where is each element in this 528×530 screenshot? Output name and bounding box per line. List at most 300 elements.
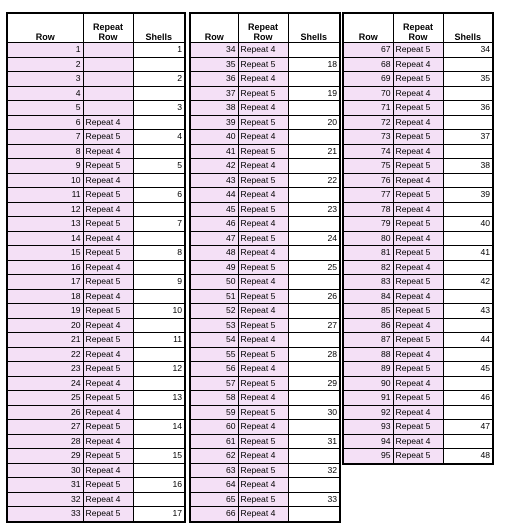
header-repeat-row: Repeat Row [238, 13, 288, 43]
row-number-cell: 12 [7, 202, 83, 217]
repeat-row-cell [83, 86, 133, 101]
shells-cell: 6 [133, 188, 185, 203]
shells-cell [288, 420, 340, 435]
row-number-cell: 58 [190, 391, 238, 406]
shells-cell [443, 144, 493, 159]
table-row [190, 57, 340, 72]
shells-cell: 2 [133, 72, 185, 87]
row-number-cell: 88 [343, 347, 393, 362]
table-row [343, 289, 493, 304]
row-number-cell: 28 [7, 434, 83, 449]
repeat-row-cell: Repeat 5 [83, 362, 133, 377]
repeat-row-cell: Repeat 5 [393, 72, 443, 87]
row-number-cell: 66 [190, 507, 238, 522]
shells-cell: 43 [443, 304, 493, 319]
shells-cell: 32 [288, 463, 340, 478]
table-row [7, 318, 185, 333]
shells-cell [443, 86, 493, 101]
header-shells: Shells [133, 13, 185, 43]
row-number-cell: 71 [343, 101, 393, 116]
row-number-cell: 61 [190, 434, 238, 449]
repeat-row-cell: Repeat 5 [83, 478, 133, 493]
shells-cell: 39 [443, 188, 493, 203]
shells-cell: 29 [288, 376, 340, 391]
shells-cell: 34 [443, 43, 493, 58]
repeat-row-cell: Repeat 4 [83, 405, 133, 420]
row-number-cell: 85 [343, 304, 393, 319]
repeat-row-cell [83, 57, 133, 72]
row-number-cell: 54 [190, 333, 238, 348]
repeat-row-cell: Repeat 5 [393, 304, 443, 319]
repeat-row-cell: Repeat 5 [238, 405, 288, 420]
row-number-cell: 73 [343, 130, 393, 145]
row-number-cell: 72 [343, 115, 393, 130]
table-row [343, 72, 493, 87]
row-number-cell: 9 [7, 159, 83, 174]
row-number-cell: 40 [190, 130, 238, 145]
header-repeat-row: Repeat Row [83, 13, 133, 43]
table-row [7, 115, 185, 130]
row-number-cell: 95 [343, 449, 393, 464]
row-number-cell: 55 [190, 347, 238, 362]
repeat-row-cell: Repeat 5 [83, 275, 133, 290]
table-row [7, 217, 185, 232]
table-row [190, 362, 340, 377]
table-row [190, 202, 340, 217]
row-number-cell: 57 [190, 376, 238, 391]
table-row [190, 318, 340, 333]
shells-cell [288, 130, 340, 145]
shells-cell: 22 [288, 173, 340, 188]
shells-cell [133, 405, 185, 420]
row-number-cell: 17 [7, 275, 83, 290]
row-number-cell: 62 [190, 449, 238, 464]
table-row [7, 391, 185, 406]
shells-cell: 19 [288, 86, 340, 101]
repeat-row-cell: Repeat 5 [83, 420, 133, 435]
shells-cell: 14 [133, 420, 185, 435]
shells-cell [443, 376, 493, 391]
shells-cell [133, 202, 185, 217]
table-row [190, 72, 340, 87]
repeat-row-cell: Repeat 4 [393, 173, 443, 188]
table-row [7, 289, 185, 304]
table-row [7, 333, 185, 348]
row-number-cell: 68 [343, 57, 393, 72]
table-row [343, 260, 493, 275]
table-row [7, 420, 185, 435]
shells-cell [133, 289, 185, 304]
table-row [7, 246, 185, 261]
shells-cell: 46 [443, 391, 493, 406]
repeat-row-cell: Repeat 4 [238, 101, 288, 116]
repeat-row-cell: Repeat 5 [83, 159, 133, 174]
shells-cell [443, 231, 493, 246]
table-row [7, 376, 185, 391]
shells-cell [288, 43, 340, 58]
shells-cell: 3 [133, 101, 185, 116]
shells-cell: 41 [443, 246, 493, 261]
repeat-row-cell: Repeat 5 [238, 434, 288, 449]
shells-cell: 10 [133, 304, 185, 319]
repeat-row-cell: Repeat 4 [393, 376, 443, 391]
repeat-row-cell: Repeat 4 [83, 231, 133, 246]
header-row: Row [343, 13, 393, 43]
row-number-cell: 83 [343, 275, 393, 290]
shells-cell [443, 318, 493, 333]
repeat-row-cell: Repeat 5 [238, 376, 288, 391]
row-number-cell: 51 [190, 289, 238, 304]
table-header-row [7, 13, 185, 43]
table-row [343, 275, 493, 290]
repeat-row-cell: Repeat 4 [238, 304, 288, 319]
repeat-row-cell: Repeat 5 [393, 362, 443, 377]
repeat-row-cell: Repeat 4 [238, 507, 288, 522]
row-number-cell: 38 [190, 101, 238, 116]
shells-cell: 1 [133, 43, 185, 58]
row-number-cell: 70 [343, 86, 393, 101]
row-number-cell: 84 [343, 289, 393, 304]
header-shells: Shells [288, 13, 340, 43]
shells-cell: 38 [443, 159, 493, 174]
row-number-cell: 42 [190, 159, 238, 174]
table-row [7, 159, 185, 174]
repeat-row-cell: Repeat 4 [238, 246, 288, 261]
repeat-row-cell: Repeat 5 [238, 173, 288, 188]
repeat-row-cell: Repeat 4 [393, 86, 443, 101]
table-row [190, 492, 340, 507]
repeat-row-cell: Repeat 4 [393, 260, 443, 275]
row-number-cell: 31 [7, 478, 83, 493]
row-number-cell: 94 [343, 434, 393, 449]
row-number-cell: 80 [343, 231, 393, 246]
repeat-row-cell: Repeat 5 [83, 304, 133, 319]
header-shells: Shells [443, 13, 493, 43]
shells-cell [133, 86, 185, 101]
repeat-row-cell: Repeat 5 [238, 318, 288, 333]
row-number-cell: 82 [343, 260, 393, 275]
repeat-row-cell: Repeat 4 [393, 405, 443, 420]
repeat-row-cell: Repeat 4 [238, 130, 288, 145]
shells-cell [288, 304, 340, 319]
shells-cell: 42 [443, 275, 493, 290]
repeat-row-cell: Repeat 4 [83, 347, 133, 362]
table-row [343, 101, 493, 116]
row-number-cell: 22 [7, 347, 83, 362]
shells-cell [133, 376, 185, 391]
table-row [190, 43, 340, 58]
shells-cell: 47 [443, 420, 493, 435]
repeat-row-cell: Repeat 4 [83, 115, 133, 130]
table-row [190, 275, 340, 290]
shells-cell [288, 507, 340, 522]
repeat-row-cell: Repeat 4 [83, 260, 133, 275]
table-row [343, 304, 493, 319]
shells-cell: 35 [443, 72, 493, 87]
table-row [343, 333, 493, 348]
repeat-row-cell: Repeat 4 [238, 159, 288, 174]
table-row [343, 362, 493, 377]
row-number-cell: 46 [190, 217, 238, 232]
table-row [190, 115, 340, 130]
repeat-row-cell: Repeat 4 [393, 289, 443, 304]
row-number-cell: 21 [7, 333, 83, 348]
row-number-cell: 65 [190, 492, 238, 507]
shells-cell: 30 [288, 405, 340, 420]
repeat-row-cell: Repeat 5 [393, 333, 443, 348]
row-number-cell: 32 [7, 492, 83, 507]
table-row [190, 304, 340, 319]
shells-cell [133, 144, 185, 159]
table-row [7, 449, 185, 464]
shells-cell: 13 [133, 391, 185, 406]
table-row [343, 144, 493, 159]
shells-cell [443, 260, 493, 275]
table-row [190, 260, 340, 275]
shells-cell [133, 463, 185, 478]
table-row [343, 434, 493, 449]
repeat-row-cell: Repeat 5 [83, 333, 133, 348]
row-number-cell: 76 [343, 173, 393, 188]
row-number-cell: 37 [190, 86, 238, 101]
row-number-cell: 52 [190, 304, 238, 319]
row-number-cell: 91 [343, 391, 393, 406]
row-number-cell: 34 [190, 43, 238, 58]
shells-cell: 21 [288, 144, 340, 159]
repeat-row-cell: Repeat 4 [393, 202, 443, 217]
shells-cell [133, 434, 185, 449]
table-row [343, 420, 493, 435]
row-number-cell: 79 [343, 217, 393, 232]
table-row [343, 188, 493, 203]
shells-cell [443, 434, 493, 449]
row-number-cell: 56 [190, 362, 238, 377]
row-number-cell: 23 [7, 362, 83, 377]
table-row [190, 289, 340, 304]
repeat-row-cell: Repeat 4 [83, 202, 133, 217]
row-number-cell: 69 [343, 72, 393, 87]
row-number-cell: 43 [190, 173, 238, 188]
repeat-row-cell [83, 101, 133, 116]
repeat-row-cell: Repeat 5 [393, 391, 443, 406]
table-row [7, 478, 185, 493]
table-row [7, 507, 185, 522]
shells-cell [443, 202, 493, 217]
shells-cell [133, 318, 185, 333]
table-row [7, 101, 185, 116]
row-number-cell: 35 [190, 57, 238, 72]
repeat-row-cell: Repeat 5 [83, 391, 133, 406]
row-number-cell: 60 [190, 420, 238, 435]
shells-cell: 8 [133, 246, 185, 261]
repeat-row-cell: Repeat 5 [393, 449, 443, 464]
repeat-row-cell: Repeat 5 [238, 347, 288, 362]
row-number-cell: 77 [343, 188, 393, 203]
row-number-cell: 11 [7, 188, 83, 203]
row-number-cell: 39 [190, 115, 238, 130]
repeat-row-cell: Repeat 5 [238, 202, 288, 217]
shells-cell [288, 188, 340, 203]
repeat-row-cell: Repeat 4 [238, 391, 288, 406]
table-row [343, 449, 493, 464]
table-row [190, 188, 340, 203]
repeat-row-cell: Repeat 4 [238, 478, 288, 493]
row-number-cell: 78 [343, 202, 393, 217]
shells-cell [288, 72, 340, 87]
row-number-cell: 10 [7, 173, 83, 188]
row-number-cell: 33 [7, 507, 83, 522]
row-number-cell: 92 [343, 405, 393, 420]
repeat-row-cell [83, 72, 133, 87]
table-row [7, 144, 185, 159]
shells-cell: 28 [288, 347, 340, 362]
repeat-row-cell: Repeat 5 [83, 449, 133, 464]
repeat-row-cell: Repeat 4 [238, 362, 288, 377]
table-row [190, 231, 340, 246]
shells-cell [288, 275, 340, 290]
shells-cell [288, 391, 340, 406]
table-row [343, 391, 493, 406]
shells-cell [133, 173, 185, 188]
row-number-cell: 16 [7, 260, 83, 275]
shells-cell [443, 405, 493, 420]
repeat-row-cell: Repeat 5 [238, 144, 288, 159]
table-row [7, 130, 185, 145]
shells-cell: 17 [133, 507, 185, 522]
repeat-row-cell: Repeat 4 [83, 318, 133, 333]
table-row [343, 57, 493, 72]
table-row [190, 507, 340, 522]
table-body [7, 43, 185, 522]
table-row [7, 202, 185, 217]
repeat-row-cell: Repeat 4 [238, 43, 288, 58]
repeat-row-cell: Repeat 4 [83, 463, 133, 478]
shells-cell [133, 57, 185, 72]
repeat-row-cell: Repeat 4 [83, 144, 133, 159]
repeat-row-cell: Repeat 5 [393, 420, 443, 435]
shells-cell [133, 347, 185, 362]
repeat-row-cell: Repeat 5 [393, 159, 443, 174]
shells-cell [288, 478, 340, 493]
shells-cell: 37 [443, 130, 493, 145]
repeat-row-cell: Repeat 4 [83, 289, 133, 304]
table-row [7, 43, 185, 58]
table-body [190, 43, 340, 522]
table-header-row [190, 13, 340, 43]
shells-cell: 7 [133, 217, 185, 232]
table-row [7, 72, 185, 87]
repeat-row-cell: Repeat 5 [238, 57, 288, 72]
repeat-row-cell: Repeat 4 [83, 173, 133, 188]
table-row [343, 130, 493, 145]
table-row [190, 347, 340, 362]
row-number-cell: 50 [190, 275, 238, 290]
row-number-cell: 14 [7, 231, 83, 246]
repeat-row-cell: Repeat 4 [393, 144, 443, 159]
row-number-cell: 20 [7, 318, 83, 333]
table-body [343, 43, 493, 464]
table-row [7, 173, 185, 188]
repeat-row-cell: Repeat 4 [238, 217, 288, 232]
shells-cell [133, 115, 185, 130]
stitch-table-3 [342, 12, 494, 465]
shells-cell [288, 449, 340, 464]
table-row [190, 449, 340, 464]
row-number-cell: 25 [7, 391, 83, 406]
row-number-cell: 2 [7, 57, 83, 72]
row-number-cell: 67 [343, 43, 393, 58]
row-number-cell: 6 [7, 115, 83, 130]
shells-cell [288, 159, 340, 174]
repeat-row-cell: Repeat 4 [393, 231, 443, 246]
repeat-row-cell: Repeat 5 [83, 507, 133, 522]
row-number-cell: 86 [343, 318, 393, 333]
table-row [343, 318, 493, 333]
repeat-row-cell: Repeat 4 [238, 72, 288, 87]
shells-cell [288, 217, 340, 232]
repeat-row-cell: Repeat 5 [393, 101, 443, 116]
shells-cell: 45 [443, 362, 493, 377]
row-number-cell: 47 [190, 231, 238, 246]
repeat-row-cell: Repeat 4 [393, 434, 443, 449]
row-number-cell: 29 [7, 449, 83, 464]
header-repeat-row: Repeat Row [393, 13, 443, 43]
shells-cell: 12 [133, 362, 185, 377]
table-header-row [343, 13, 493, 43]
repeat-row-cell: Repeat 5 [238, 231, 288, 246]
row-number-cell: 1 [7, 43, 83, 58]
stitch-table-2 [189, 12, 341, 523]
shells-cell [443, 115, 493, 130]
row-number-cell: 48 [190, 246, 238, 261]
table-row [190, 246, 340, 261]
table-row [343, 159, 493, 174]
shells-cell [288, 333, 340, 348]
row-number-cell: 36 [190, 72, 238, 87]
repeat-row-cell: Repeat 5 [238, 260, 288, 275]
row-number-cell: 74 [343, 144, 393, 159]
shells-cell: 4 [133, 130, 185, 145]
shells-cell: 9 [133, 275, 185, 290]
table-row [7, 86, 185, 101]
repeat-row-cell: Repeat 5 [393, 130, 443, 145]
repeat-row-cell: Repeat 4 [238, 449, 288, 464]
row-number-cell: 81 [343, 246, 393, 261]
header-row: Row [190, 13, 238, 43]
table-row [190, 376, 340, 391]
table-row [343, 405, 493, 420]
row-number-cell: 45 [190, 202, 238, 217]
row-number-cell: 41 [190, 144, 238, 159]
shells-cell: 25 [288, 260, 340, 275]
repeat-row-cell: Repeat 5 [83, 246, 133, 261]
stitch-table-1 [6, 12, 186, 523]
shells-cell [443, 173, 493, 188]
table-row [7, 57, 185, 72]
shells-cell: 33 [288, 492, 340, 507]
table-row [343, 43, 493, 58]
table-row [343, 115, 493, 130]
shells-cell [443, 347, 493, 362]
shells-cell [288, 362, 340, 377]
row-number-cell: 5 [7, 101, 83, 116]
row-number-cell: 44 [190, 188, 238, 203]
table-row [7, 362, 185, 377]
table-row [343, 231, 493, 246]
table-row [190, 130, 340, 145]
table-row [7, 231, 185, 246]
row-number-cell: 89 [343, 362, 393, 377]
